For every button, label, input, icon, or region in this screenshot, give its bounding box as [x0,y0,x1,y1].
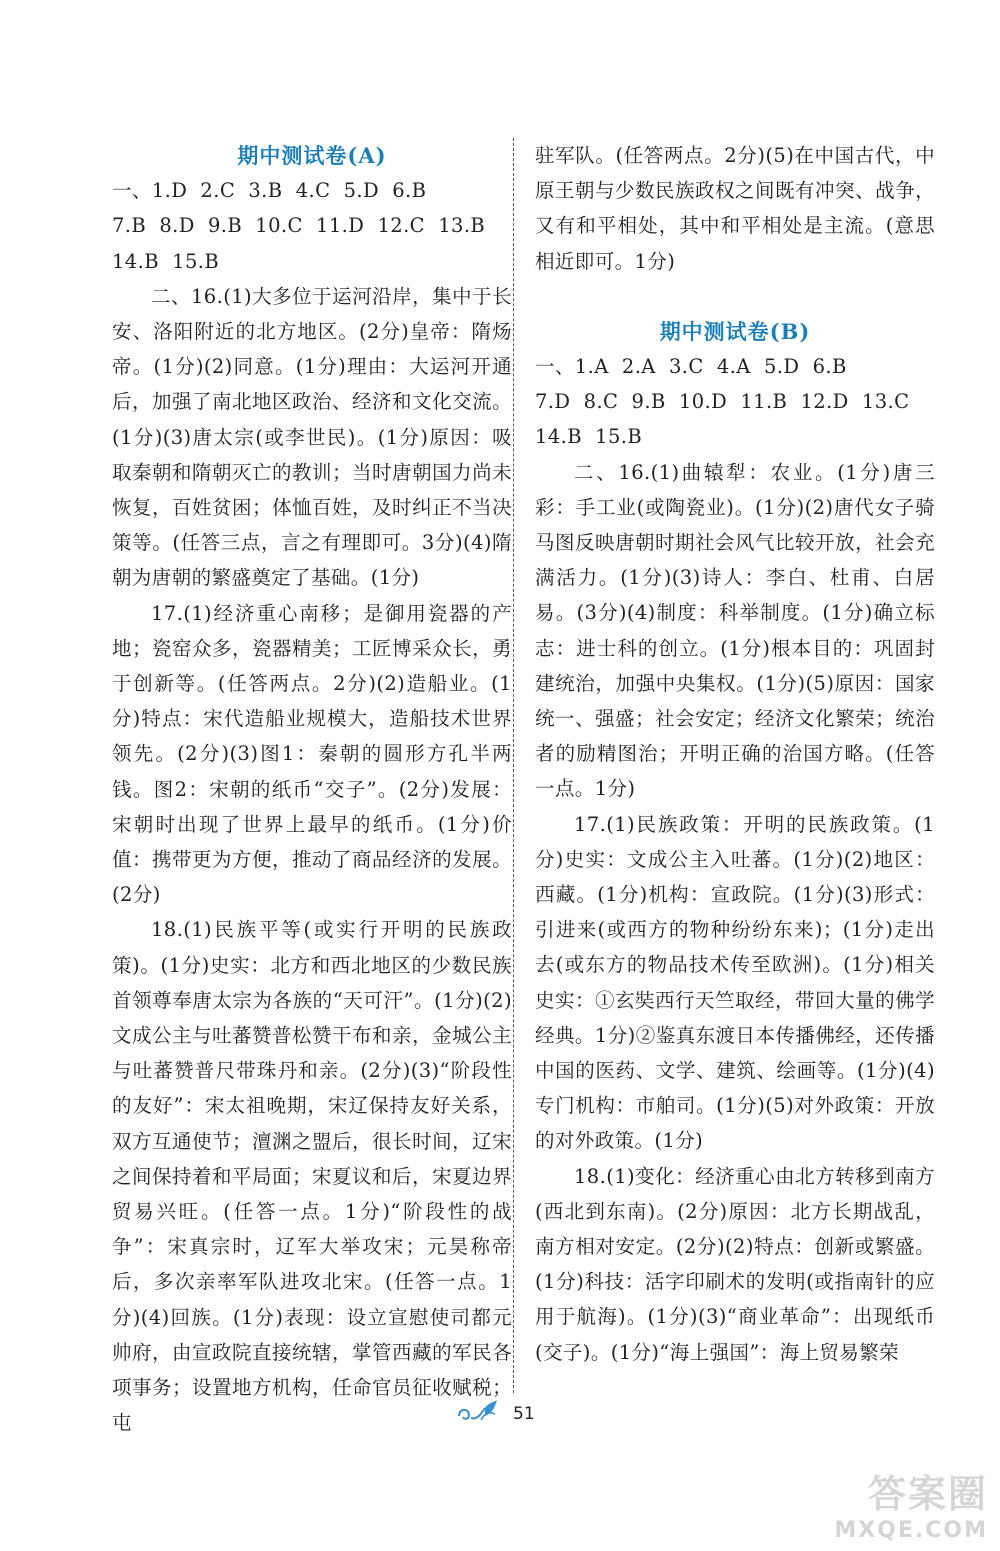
answer-q17: 17.(1)经济重心南移；是御用瓷器的产地；瓷窑众多，瓷器精美；工匠博采众长，勇于创新等。(任答两点。2分)(2)造船业。(1分)特点：宋代造船业规模大，造船技术世界领先。(2分)(3)图1：秦朝的圆形方孔半两钱。图2：宋朝的纸币“交子”。(2分)发展：宋朝时出现了世界上最早的纸币。(1分)价值：携带更为方便，推动了商品经济的发展。(2分) [112,601,512,907]
left-column [112,138,512,1441]
watermark [834,1463,988,1543]
answer-q16: 二、16.(1)曲辕犁：农业。(1分)唐三彩：手工业(或陶瓷业)。(1分)(2)唐代女子骑马图反映唐朝时期社会风气比较开放，社会充满活力。(1分)(3)诗人：李白、杜甫、白居易。(3分)(4)制度：科举制度。(1分)确立标志：进士科的创立。(1分)根本目的：巩固封建统治，加强中央集权。(1分)(5)原因：国家统一、强盛；社会安定；经济文化繁荣；统治者的励精图治；开明正确的治国方略。(任答一点。1分) [535,460,935,801]
mc-answers-line: 7.B 8.D 9.B 10.C 11.D 12.C 13.B [112,214,486,238]
right-column [535,138,935,1370]
mc-answers-line: 一、1.D 2.C 3.B 4.C 5.D 6.B [112,179,427,203]
answer-continuation: 驻军队。(任答两点。2分)(5)在中国古代，中原王朝与少数民族政权之间既有冲突、战争，又有和平相处，其中和平相处是主流。(意思相近即可。1分) [535,144,935,273]
mc-answers-line: 7.D 8.C 9.B 10.D 11.B 12.D 13.C [535,390,910,414]
page-number: 51 [513,1404,535,1424]
mc-answers-line: 14.B 15.B [112,249,220,273]
mc-answers-line: 14.B 15.B [535,425,643,449]
answer-q16: 二、16.(1)大多位于运河沿岸，集中于长安、洛阳附近的北方地区。(2分)皇帝：隋炀帝。(1分)(2)同意。(1分)理由：大运河开通后，加强了南北地区政治、经济和文化交流。(1分)(3)唐太宗(或李世民)。(1分)原因：吸取秦朝和隋朝灭亡的教训；当时唐朝国力尚未恢复，百姓贫困；体恤百姓，及时纠正不当决策等。(任答三点，言之有理即可。3分)(4)隋朝为唐朝的繁盛奠定了基础。(1分) [112,284,512,590]
watermark-logo-text: 答案圈 [867,1472,988,1516]
exam-title-b: 期中测试卷(B) [659,318,811,344]
column-divider [513,138,514,1393]
swirl-ornament-icon [455,1398,501,1430]
answer-q18: 18.(1)民族平等(或实行开明的民族政策)。(1分)史实：北方和西北地区的少数民族首领尊奉唐太宗为各族的“天可汗”。(1分)(2)文成公主与吐蕃赞普松赞干布和亲，金城公主与吐蕃赞普尺带珠丹和亲。(2分)(3)“阶段性的友好”：宋太祖晚期，宋辽保持友好关系，双方互通使节；澶渊之盟后，很长时间，辽宋之间保持着和平局面；宋夏议和后，宋夏边界贸易兴旺。(任答一点。1分)“阶段性的战争”：宋真宗时，辽军大举攻宋；元昊称帝后，多次亲率军队进攻北宋。(任答一点。1分)(4)回族。(1分)表现：设立宣慰使司都元帅府，由宣政院直接统辖，掌管西藏的军民各项事务；设置地方机构，任命官员征收赋税；屯 [112,918,512,1435]
exam-title-a: 期中测试卷(A) [237,143,387,168]
answer-q18: 18.(1)变化：经济重心由北方转移到南方(西北到东南)。(2分)原因：北方长期战乱，南方相对安定。(2分)(2)特点：创新或繁盛。(1分)科技：活字印刷术的发明(或指南针的应用于航海)。(1分)(3)“商业革命”：出现纸币(交子)。(1分)“海上强国”：海上贸易繁荣 [535,1164,935,1364]
watermark-url: MXQE.COM [834,1518,988,1543]
mc-answers-line: 一、1.A 2.A 3.C 4.A 5.D 6.B [535,355,847,378]
page-footer [455,1398,535,1430]
answer-q17: 17.(1)民族政策：开明的民族政策。(1分)史实：文成公主入吐蕃。(1分)(2)地区：西藏。(1分)机构：宣政院。(1分)(3)形式：引进来(或西方的物种纷纷东来)；(1分)走出去(或东方的物品技术传至欧洲)。(1分)相关史实：①玄奘西行天竺取经，带回大量的佛学经典。1分)②鉴真东渡日本传播佛经，还传播中国的医药、文学、建筑、绘画等。(1分)(4)专门机构：市舶司。(1分)(5)对外政策：开放的对外政策。(1分) [535,812,935,1153]
